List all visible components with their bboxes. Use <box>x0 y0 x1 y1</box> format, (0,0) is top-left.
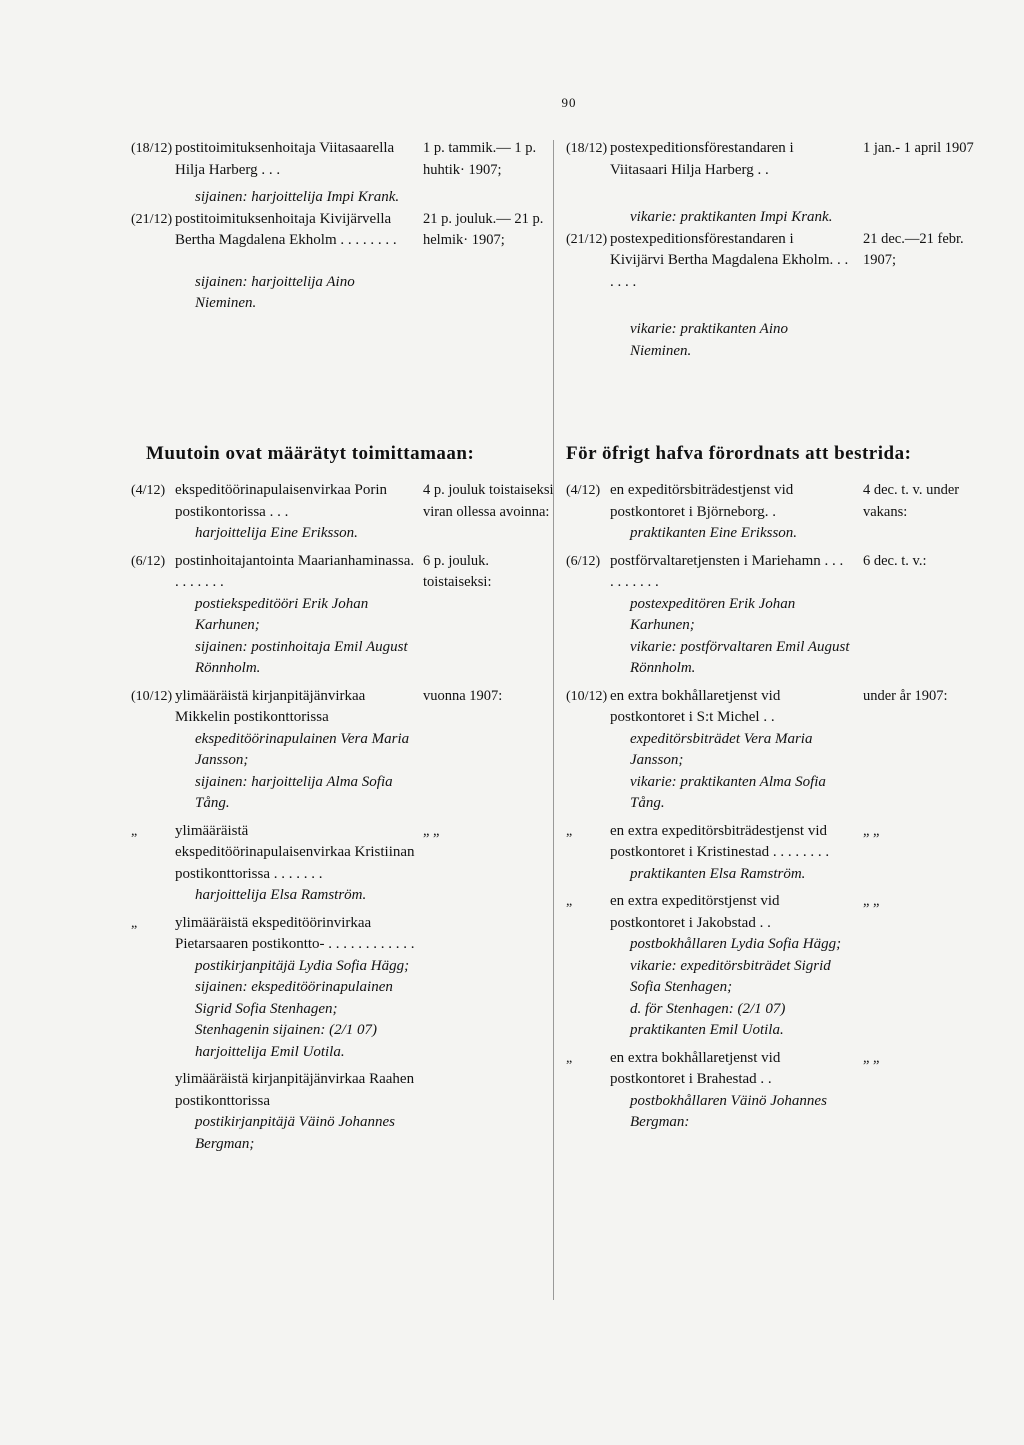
entry-period: „ „ <box>863 822 880 839</box>
entry <box>131 551 546 680</box>
entry-appointee: praktikanten Elsa Ramström. <box>630 865 806 882</box>
entry-date: (21/12) <box>131 211 173 227</box>
entry-period: 6 p. jouluk. toistaiseksi: <box>423 552 492 590</box>
entry-date: (4/12) <box>566 483 601 498</box>
entry-substitute: vikarie: praktikanten Aino Nieminen. <box>630 321 789 359</box>
entry-text: postitoimituksenhoitaja Viitasaarella Hilja Harberg . . . <box>175 140 395 178</box>
entry-period: „ „ <box>863 893 880 909</box>
entry-appointee: sijainen: harjoittelija Alma Sofia Tång. <box>195 773 393 811</box>
right-top-section <box>566 138 996 362</box>
entry-substitute: sijainen: harjoittelija Impi Krank. <box>195 189 400 205</box>
entry-appointee: sijainen: ekspeditöörinapulainen Sigrid Sofia Stenhagen; <box>195 979 393 1017</box>
entry-date: „ <box>131 823 138 839</box>
entry-appointee: praktikanten Eine Eriksson. <box>630 525 798 541</box>
entry-text: postförvaltaretjensten i Mariehamn . . . . . . . . . . <box>610 552 844 590</box>
entry-appointee: expeditörsbiträdet Vera Maria Jansson; <box>630 730 813 768</box>
right-entries <box>566 480 996 1140</box>
entry-period: „ „ <box>423 822 440 839</box>
entry <box>566 1048 996 1134</box>
entry-appointee: postexpeditören Erik Johan Karhunen; <box>630 595 796 633</box>
entry-appointee: vikarie: expeditörsbiträdet Sigrid Sofia Stenhagen; <box>630 957 831 995</box>
entry-date: (6/12) <box>131 553 166 569</box>
entry-appointee: postikirjanpitäjä Lydia Sofia Hägg; <box>195 957 410 974</box>
entry-date: „ <box>566 1050 573 1066</box>
entry-appointee: harjoittelija Eine Eriksson. <box>195 525 358 541</box>
entry-text: ylimääräistä kirjanpitäjänvirkaa Mikkelin postikonttorissa <box>175 687 366 725</box>
entry <box>566 138 996 229</box>
entry-appointee: postiekspeditööri Erik Johan Karhunen; <box>195 595 369 633</box>
entry-date: (18/12) <box>566 141 608 156</box>
entry-appointee: postikirjanpitäjä Väinö Johannes Bergman; <box>195 1114 395 1152</box>
entry-text: ylimääräistä ekspeditöörinvirkaa Pietarsaaren postikontto- . . . . . . . . . . . . <box>175 914 415 952</box>
entry-period: 1 jan.- 1 april 1907 <box>863 140 974 156</box>
entry-text: postinhoitajantointa Maarianhaminassa. . . . . . . . <box>175 552 415 590</box>
entry-date: (21/12) <box>566 231 608 247</box>
entry-period: 4 dec. t. v. under vakans: <box>863 482 960 520</box>
entry <box>131 686 546 815</box>
left-top-section <box>131 138 546 315</box>
entry-period: 6 dec. t. v.: <box>863 552 927 569</box>
entry-text: postitoimituksenhoitaja Kivijärvella Bertha Magdalena Ekholm . . . . . . . . <box>175 210 397 248</box>
entry-date: „ <box>131 915 138 931</box>
column-divider <box>553 140 554 1300</box>
entry-appointee: vikarie: postförvaltaren Emil August Rönnholm. <box>630 638 850 676</box>
entry <box>566 686 996 815</box>
entry <box>131 821 546 907</box>
entry <box>131 913 546 1064</box>
entry-text: en extra bokhållaretjenst vid postkontoret i Brahestad . . <box>610 1049 781 1087</box>
left-entries <box>131 480 554 1161</box>
entry-period: vuonna 1907: <box>423 687 503 704</box>
entry-date: (6/12) <box>566 553 601 569</box>
entry-appointee: sijainen: postinhoitaja Emil August Rönnholm. <box>195 638 408 676</box>
entry <box>131 138 546 209</box>
entry-date: (4/12) <box>131 483 166 498</box>
entry-text: en expeditörsbiträdestjenst vid postkontoret i Björneborg. . <box>610 482 794 520</box>
entry <box>131 209 546 315</box>
entry-text: en extra expeditörsbiträdestjenst vid postkontoret i Kristinestad . . . . . . . . <box>610 822 830 860</box>
entry-date: „ <box>566 894 573 909</box>
section-header-swedish: För öfrigt hafva förordnats att bestrida: <box>566 443 912 464</box>
section-header-finnish: Muutoin ovat määrätyt toimittamaan: <box>146 443 475 464</box>
page-number: 90 <box>561 95 577 110</box>
entry-appointee: postbokhållaren Väinö Johannes Bergman: <box>630 1092 827 1130</box>
entry-date: (10/12) <box>131 688 173 704</box>
entry <box>131 1069 546 1155</box>
entry <box>566 821 996 886</box>
entry-text: ylimääräistä ekspeditöörinapulaisenvirkaa Kristiinan postikonttorissa . . . . . . . <box>175 822 415 882</box>
entry-text: en extra bokhållaretjenst vid postkontoret i S:t Michel . . <box>610 687 781 725</box>
entry-appointee: postbokhållaren Lydia Sofia Hägg; <box>630 936 842 952</box>
entry <box>131 480 554 545</box>
entry-text: postexpeditionsförestandaren i Viitasaari Hilja Harberg . . <box>610 140 794 178</box>
entry-appointee: vikarie: praktikanten Alma Sofia Tång. <box>630 773 826 811</box>
entry-date: „ <box>566 823 573 839</box>
entry-date: (10/12) <box>566 688 608 704</box>
entry <box>566 891 996 1042</box>
entry-period: 1 p. tammik.— 1 p. huhtik· 1907; <box>423 140 537 178</box>
entry-substitute: sijainen: harjoittelija Aino Nieminen. <box>195 273 355 311</box>
entry-period: 4 p. jouluk toistaiseksi viran ollessa avoinna: <box>423 482 554 520</box>
entry-substitute: vikarie: praktikanten Impi Krank. <box>630 209 833 225</box>
entry-period: under år 1907: <box>863 687 948 704</box>
entry-period: 21 p. jouluk.— 21 p. helmik· 1907; <box>423 210 544 248</box>
entry-date: (18/12) <box>131 141 173 156</box>
entry-period: „ „ <box>863 1049 880 1066</box>
entry-appointee: harjoittelija Elsa Ramström. <box>195 887 367 903</box>
entry-text: ekspeditöörinapulaisenvirkaa Porin postikontorissa . . . <box>175 482 388 520</box>
entry-text: en extra expeditörstjenst vid postkontoret i Jakobstad . . <box>610 893 780 931</box>
entry <box>566 480 996 545</box>
entry-text: ylimääräistä kirjanpitäjänvirkaa Raahen postikonttorissa <box>175 1071 415 1109</box>
entry-appointee: ekspeditöörinapulainen Vera Maria Jansson; <box>195 730 410 768</box>
entry <box>566 229 996 363</box>
entry-appointee: Stenhagenin sijainen: (2/1 07) harjoittelija Emil Uotila. <box>195 1022 378 1060</box>
entry-period: 21 dec.—21 febr. 1907; <box>863 230 964 268</box>
entry-appointee: d. för Stenhagen: (2/1 07) praktikanten Emil Uotila. <box>630 1000 786 1038</box>
entry <box>566 551 996 680</box>
entry-text: postexpeditionsförestandaren i Kivijärvi Bertha Magdalena Ekholm. . . . . . . <box>610 230 849 290</box>
